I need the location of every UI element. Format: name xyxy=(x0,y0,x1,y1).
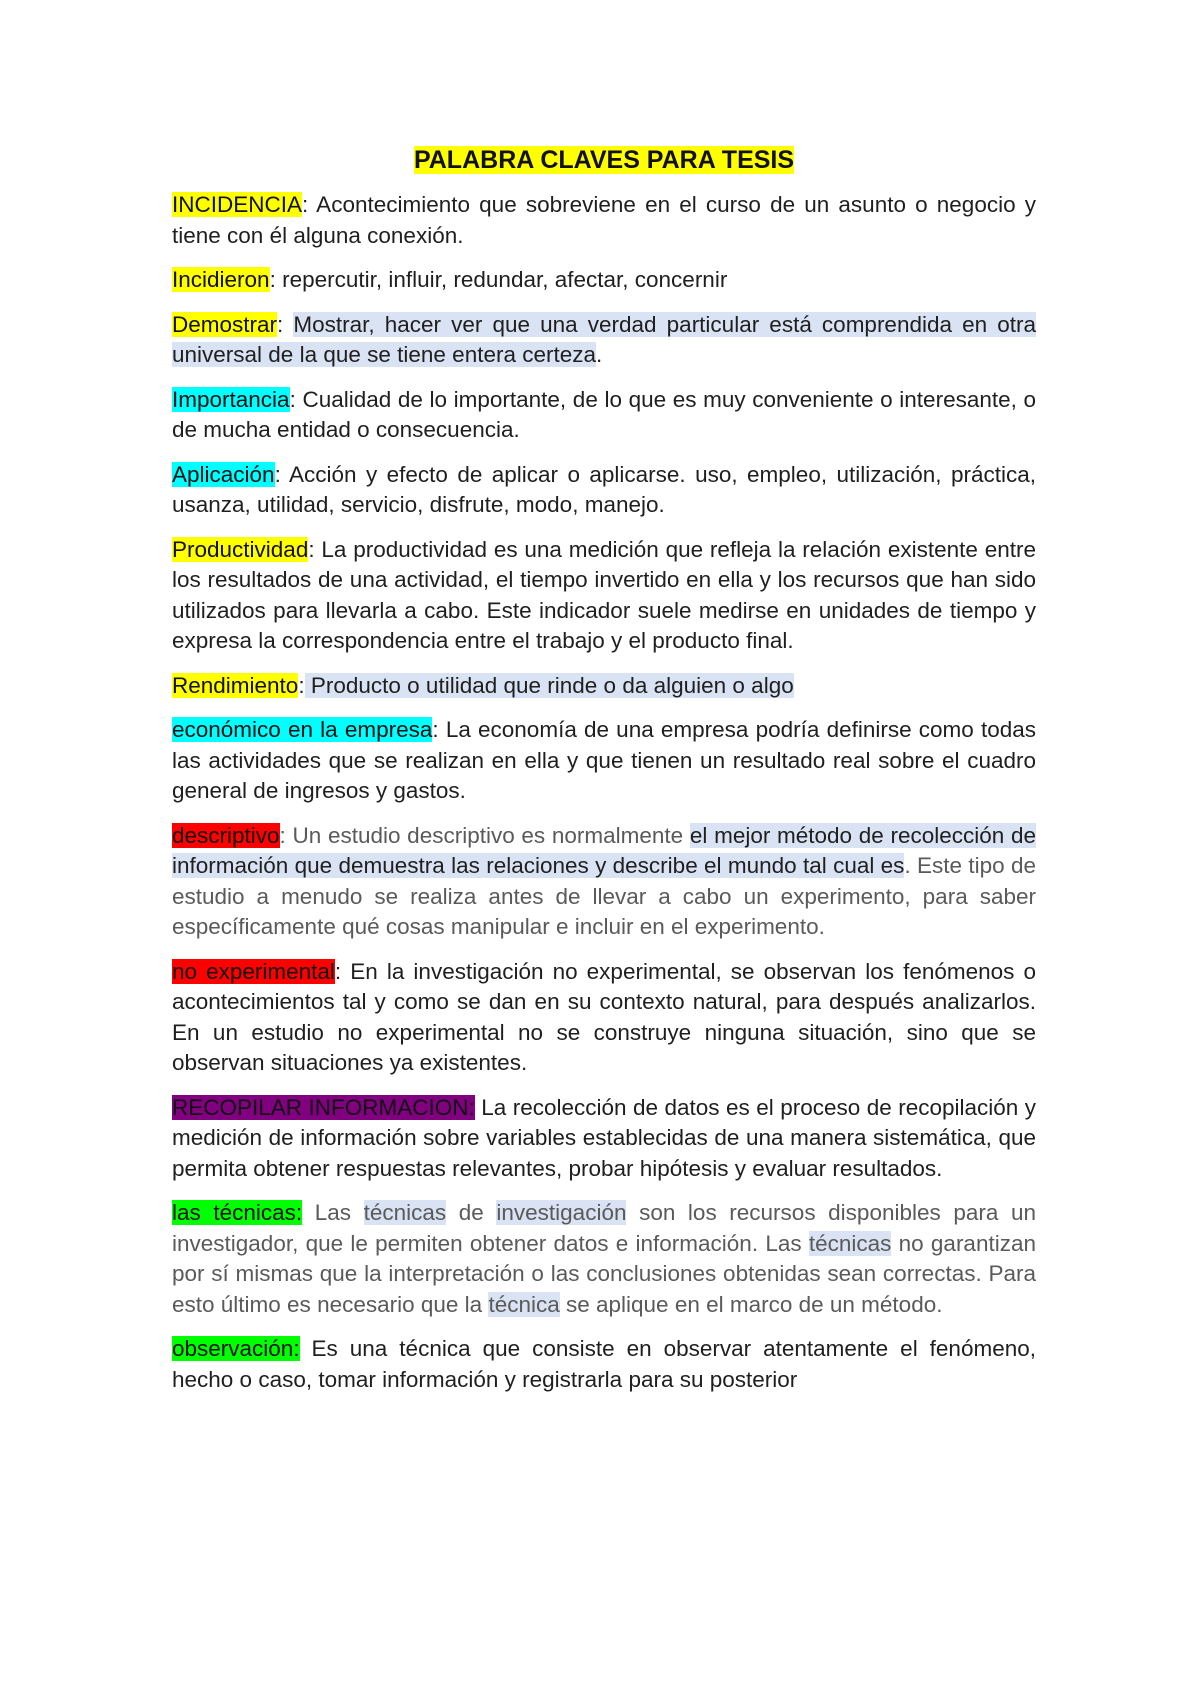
definition-text-5: se aplique en el marco de un método. xyxy=(559,1291,943,1317)
definition-highlight: el mejor método de recolección de información que demuestra las relaciones y describe el mundo tal cual es xyxy=(172,822,1036,878)
entry-aplicacion xyxy=(172,460,1036,521)
entry-importancia xyxy=(172,385,1036,446)
definition-pre: Un estudio descriptivo es normalmente xyxy=(285,822,690,848)
colon: : xyxy=(334,958,342,984)
definition-text: La productividad es una medición que refleja la relación existente entre los resultados de una actividad, el tiempo invertido en ella y los recursos que han sido utilizados para llevarla a cabo. Este indicador suele medirse en unidades de tiempo y expresa la correspondencia entre el trabajo y el producto final. xyxy=(172,536,1036,653)
definition-text: repercutir, influir, redundar, afectar, concernir xyxy=(275,267,728,292)
highlight-tecnicas: técnicas xyxy=(363,1200,447,1225)
term-incidieron: Incidieron xyxy=(172,267,270,292)
definition-text: Cualidad de lo importante, de lo que es muy conveniente o interesante, o de mucha entidad o consecuencia. xyxy=(172,386,1036,442)
definition-text-2: de xyxy=(446,1200,497,1225)
highlight-investigacion: investigación xyxy=(496,1200,627,1225)
colon: : xyxy=(274,461,281,487)
definition-text: Acontecimiento que sobreviene en el curso de un asunto o negocio y tiene con él alguna conexión. xyxy=(172,192,1036,248)
highlight-tecnicas-2: técnicas xyxy=(808,1230,892,1256)
definition-text-3: son los recursos disponibles para un investigador, que le permiten obtener datos e información. Las xyxy=(172,1200,1036,1256)
definition-text-4: no garantizan por sí mismas que la interpretación o las conclusiones obtenidas sean correctas. Para esto último es necesario que la xyxy=(172,1230,1036,1317)
title-text: PALABRA CLAVES PARA TESIS xyxy=(413,146,795,174)
term-demostrar: Demostrar xyxy=(172,311,278,337)
term-las-tecnicas: las técnicas: xyxy=(172,1200,303,1225)
definition-text: En la investigación no experimental, se observan los fenómenos o acontecimientos tal y como se dan en su contexto natural, para después analizarlos. En un estudio no experimental no se construye ninguna situación, sino que se observan situaciones ya existentes. xyxy=(172,958,1037,1075)
entry-descriptivo xyxy=(172,821,1036,943)
entry-no-experimental xyxy=(172,957,1036,1079)
definition-text: Acción y efecto de aplicar o aplicarse. uso, empleo, utilización, práctica, usanza, utilidad, servicio, disfrute, modo, manejo. xyxy=(172,461,1036,517)
term-aplicacion: Aplicación xyxy=(172,461,275,487)
colon: : xyxy=(432,717,439,742)
colon: : xyxy=(302,192,309,217)
document-title xyxy=(172,142,1036,178)
entry-las-tecnicas xyxy=(172,1198,1036,1320)
term-incidencia: INCIDENCIA xyxy=(172,192,303,217)
term-rendimiento: Rendimiento xyxy=(172,672,299,698)
term-productividad: Productividad xyxy=(172,536,309,562)
definition-post: . xyxy=(596,342,603,367)
definition-text: La economía de una empresa podría definirse como todas las actividades que se realizan en ella y que tienen un resultado real sobre el cuadro general de ingresos y gastos. xyxy=(172,717,1037,803)
entry-recopilar-informacion xyxy=(172,1093,1036,1185)
definition-pre xyxy=(283,312,293,337)
entry-demostrar xyxy=(172,310,1036,371)
definition-text: La recolección de datos es el proceso de recopilación y medición de información sobre variables establecidas de una manera sistemática, que permita obtener respuestas relevantes, probar hipótesis y evaluar resultados. xyxy=(172,1094,1036,1181)
term-importancia: Importancia xyxy=(172,386,290,412)
definition-post: . Este tipo de estudio a menudo se realiza antes de llevar a cabo un experimento, para saber específicamente qué cosas manipular e incluir en el experimento. xyxy=(172,853,1036,939)
colon: : xyxy=(298,672,305,698)
term-recopilar-informacion: RECOPILAR INFORMACION: xyxy=(172,1094,475,1120)
entry-observacion xyxy=(172,1334,1036,1395)
term-observacion: observación: xyxy=(172,1336,300,1361)
colon: : xyxy=(277,311,284,337)
entry-rendimiento xyxy=(172,671,1036,702)
highlight-tecnica: técnica xyxy=(488,1291,560,1317)
definition-text-1: Las xyxy=(302,1200,364,1225)
colon: : xyxy=(289,386,296,412)
term-no-experimental: no experimental xyxy=(172,958,335,984)
definition-text: Es una técnica que consiste en observar atentamente el fenómeno, hecho o caso, tomar información y registrarla para su posterior xyxy=(172,1336,1036,1392)
entry-incidencia xyxy=(172,190,1036,251)
entry-incidieron xyxy=(172,265,1036,296)
colon: : xyxy=(279,822,286,848)
definition-highlight: Mostrar, hacer ver que una verdad particular está comprendida en otra universal de la que se tiene entera certeza xyxy=(172,311,1036,367)
entry-economico-en-la-empresa xyxy=(172,715,1036,807)
term-economico-en-la-empresa: económico en la empresa xyxy=(172,717,433,742)
term-descriptivo: descriptivo xyxy=(172,822,280,848)
colon: : xyxy=(308,536,315,562)
entry-productividad xyxy=(172,535,1036,657)
definition-highlight: Producto o utilidad que rinde o da alguien o algo xyxy=(310,672,794,698)
colon: : xyxy=(269,267,276,292)
definition-pre xyxy=(305,673,311,698)
